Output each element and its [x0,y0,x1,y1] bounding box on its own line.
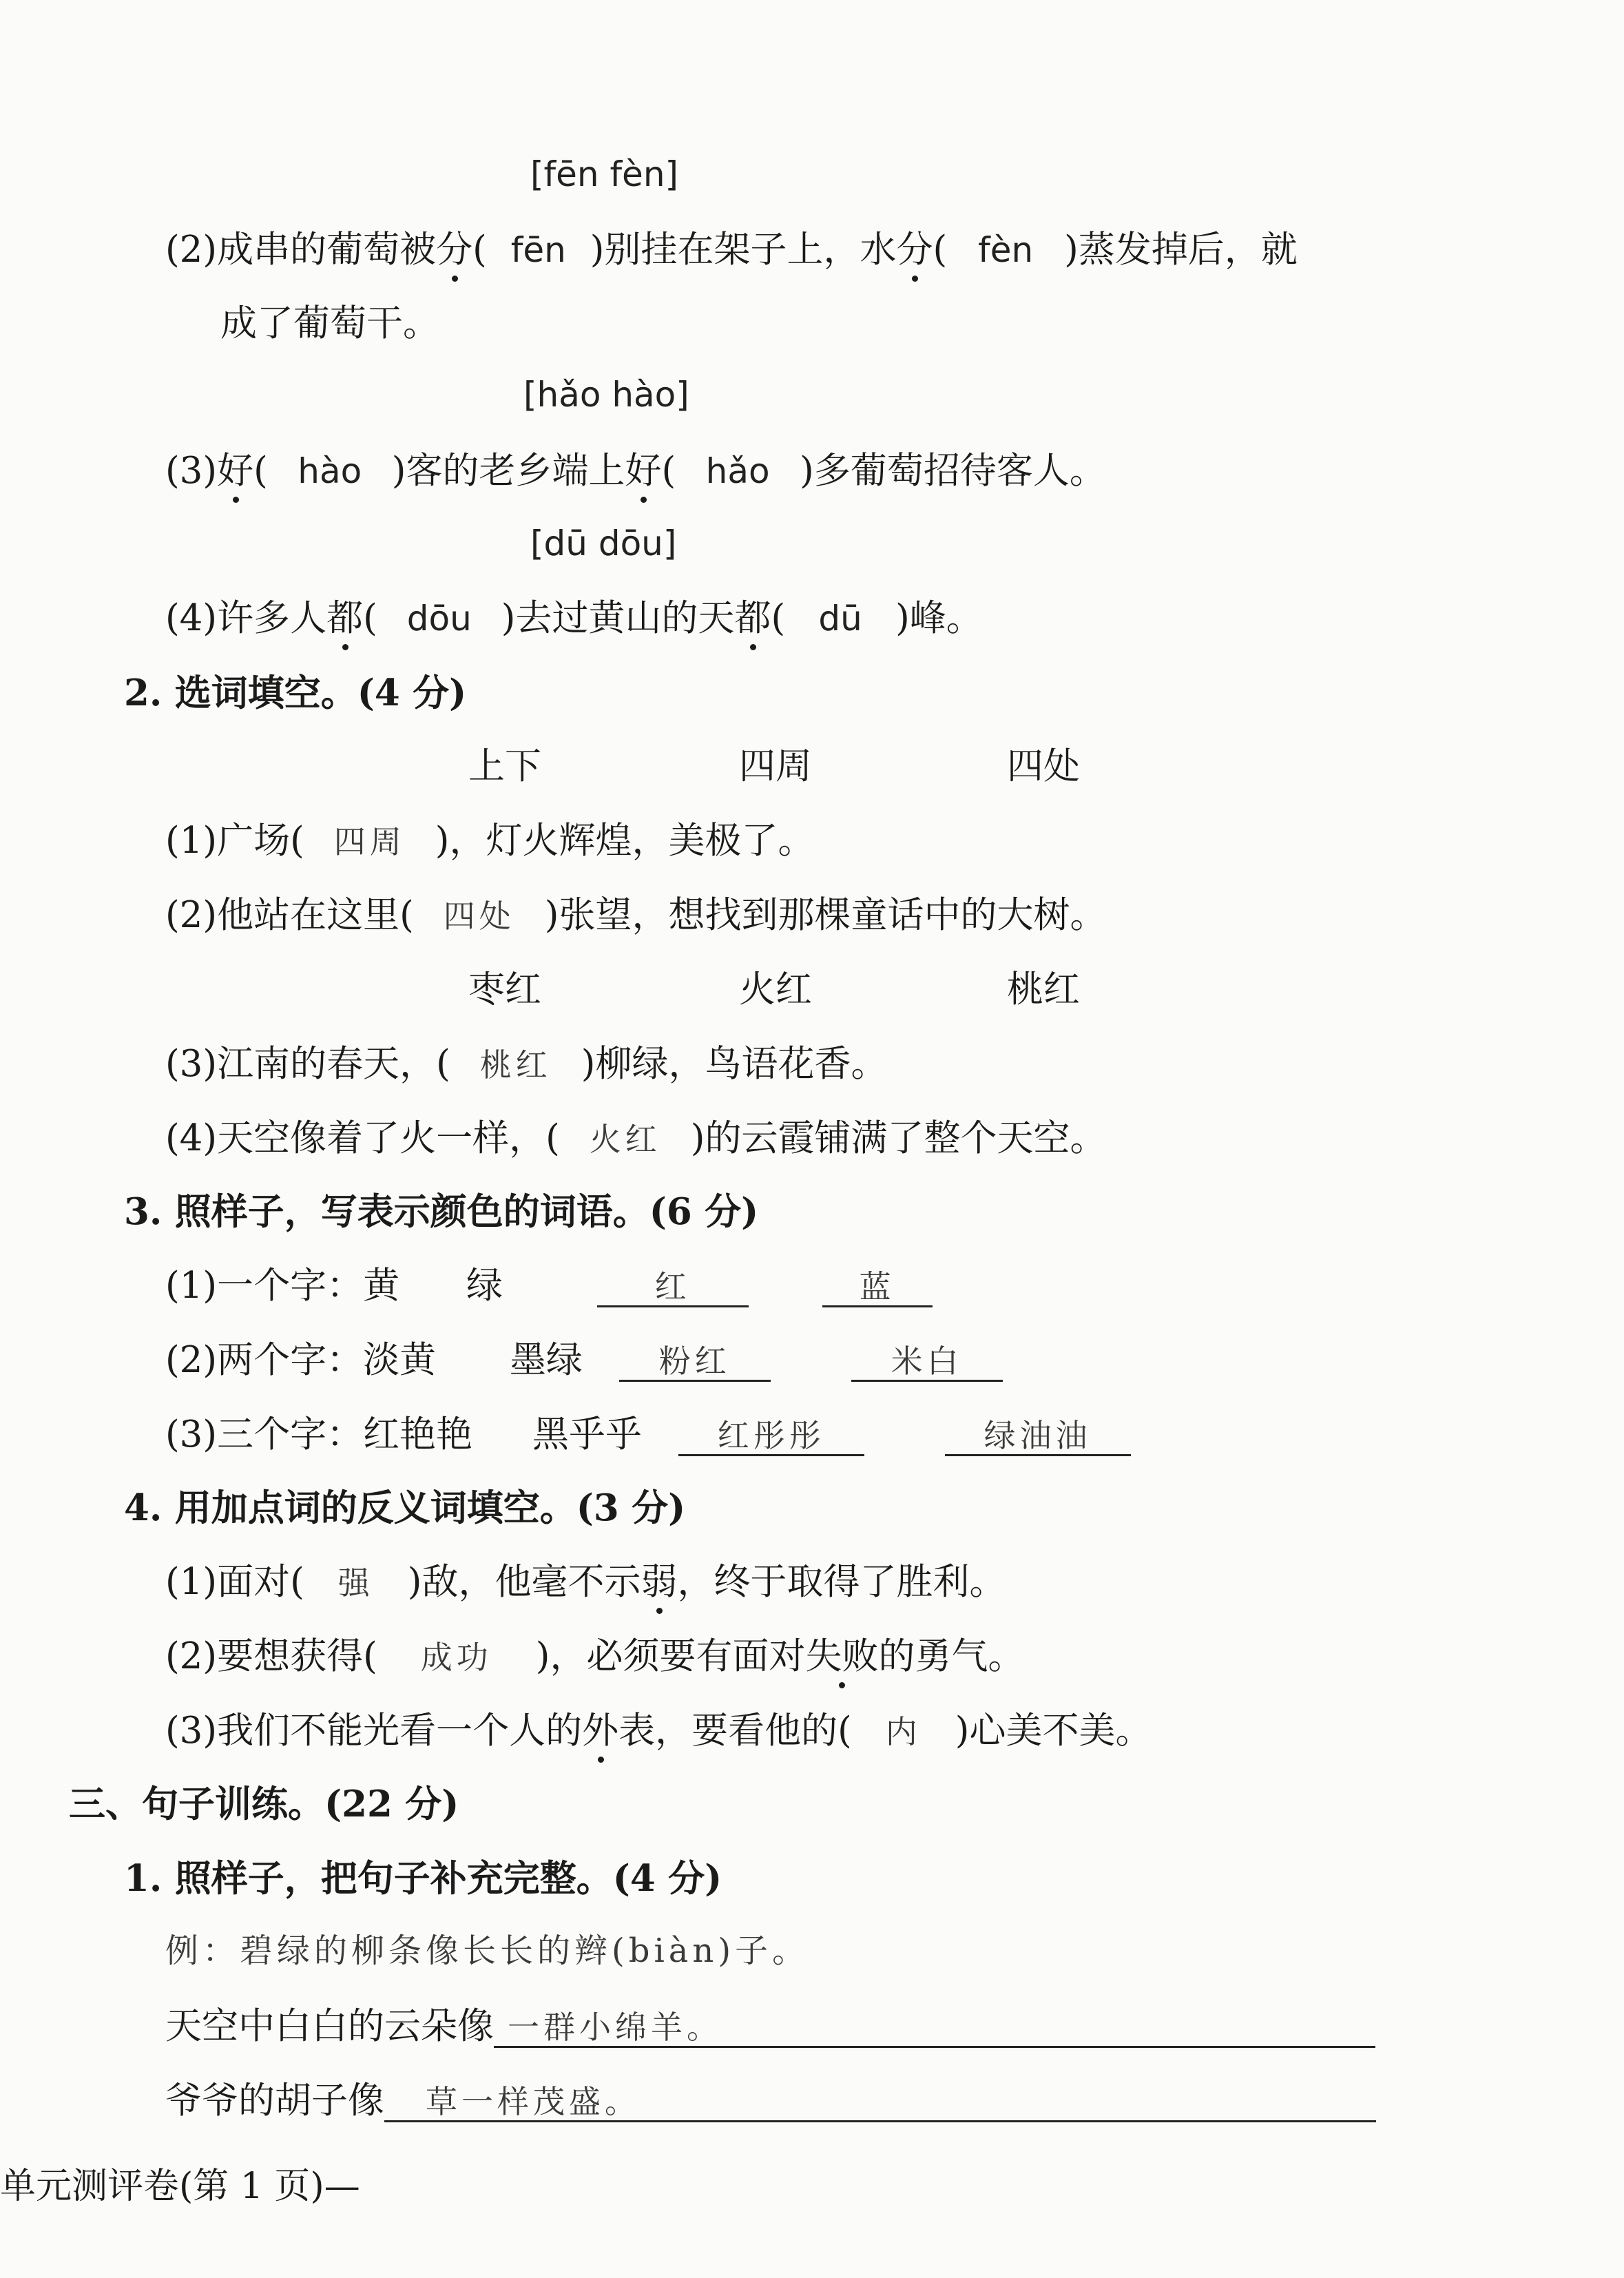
paren: ( [933,229,948,271]
word-bank [468,745,541,787]
pinyin-bracket: [dū dōu] [530,524,677,563]
dotted-char: 好 [217,450,254,492]
answer-text: 四处 [443,898,515,935]
word-option: 桃红 [1007,969,1080,1011]
item-text: )的云霞铺满了整个天空。 [690,1117,1107,1159]
question-item [165,1117,1107,1159]
dotted-char: 弱 [641,1561,678,1603]
word-option: 上下 [468,745,541,787]
example-word: 绿 [466,1265,503,1307]
color-row [165,1339,1003,1382]
answer-text: dū [818,599,862,639]
answer-blank: 草一样茂盛。 [384,2086,1376,2122]
answer-blank: 红彤彤 [678,1420,864,1456]
item-text: )敌，他毫不示 [407,1561,641,1603]
item-text: (3) [165,450,218,492]
item-text: (1)面对( [165,1561,304,1603]
dotted-char: 都 [326,597,364,639]
sentence-item [165,2005,1375,2048]
item-text: )峰。 [895,597,983,639]
item-text: (4)天空像着了火一样，( [165,1117,560,1159]
question-item [165,1561,1006,1603]
page-footer: 单元测评卷(第 1 页)— [0,2166,360,2207]
sentence-item [165,2082,1376,2122]
answer-text: 内 [885,1713,922,1750]
item-text: )，灯火辉煌，美极了。 [435,820,815,862]
question-item [165,820,815,862]
answer-text: hǎo [705,451,770,491]
paren: ( [253,450,268,492]
answer-text: 四周 [333,823,406,860]
color-row [165,1416,1131,1456]
item-text: )蒸发掉后，就 [1064,229,1298,271]
row-label: (1)一个字：黄 [165,1265,400,1307]
word-bank [739,745,812,787]
item-text: (1)广场( [165,820,304,862]
question-title: 2. 选词填空。(4 分) [124,672,467,714]
item-text: (2)他站在这里( [165,894,414,936]
question-item [165,1710,1152,1752]
item-text: )客的老乡端上 [391,450,625,492]
item-text: )，必须要有面对 [535,1635,806,1677]
dotted-char: 失败 [805,1635,879,1677]
item-text: )心美不美。 [955,1710,1152,1752]
answer-text: 强 [337,1564,374,1602]
answer-text: 火红 [589,1121,661,1158]
pinyin-bracket: [fēn fèn] [530,154,679,194]
example-sentence: 例：碧绿的柳条像长长的辫(biàn)子。 [165,1932,810,1970]
answer-blank: 米白 [851,1345,1003,1382]
item-text: )张望，想找到那棵童话中的大树。 [544,894,1107,936]
word-option: 枣红 [468,969,541,1011]
item-text: (3)江南的春天，( [165,1043,450,1085]
answer-text: dōu [406,599,472,639]
row-label: (2)两个字：淡黄 [165,1339,437,1381]
answer-text: hào [298,451,362,491]
question-title: 4. 用加点词的反义词填空。(3 分) [124,1487,686,1529]
paren: ( [363,597,377,639]
dotted-char: 分 [896,229,933,271]
dotted-char: 都 [734,597,771,639]
item-text: )多葡萄招待客人。 [800,450,1106,492]
row-label: (3)三个字：红艳艳 [165,1414,473,1456]
item-text: 天空中白白的云朵像 [165,2005,494,2047]
answer-blank: 粉红 [619,1345,771,1382]
answer-blank: 绿油油 [945,1420,1131,1456]
word-bank [1007,969,1080,1011]
word-option: 四处 [1007,745,1080,787]
pinyin-bracket: [hǎo hào] [523,375,689,415]
question-item [165,597,983,639]
item-text: )别挂在架子上，水 [590,229,897,271]
question-item [165,1635,1025,1677]
item-text: 表，要看他的( [618,1710,852,1752]
answer-text: 成功 [420,1639,492,1676]
dotted-char: 外 [582,1710,619,1752]
question-item [165,450,1106,492]
item-text: 的勇气。 [878,1635,1025,1677]
paren: ( [771,597,786,639]
paren: ( [661,450,676,492]
paren: ( [472,229,487,271]
color-row [165,1267,933,1307]
answer-text: fèn [978,230,1034,270]
item-continuation: 成了葡萄干。 [220,302,439,344]
item-text: (2)成串的葡萄被 [165,229,437,271]
answer-text: 桃红 [479,1046,552,1084]
question-item [165,894,1107,936]
item-text: ，终于取得了胜利。 [677,1561,1006,1603]
word-bank [1007,745,1080,787]
answer-text: fēn [510,230,566,270]
word-bank [468,969,541,1011]
example-word: 墨绿 [509,1339,583,1381]
word-bank [739,969,812,1011]
item-text: )去过黄山的天 [501,597,735,639]
section-title: 三、句子训练。(22 分) [69,1783,459,1825]
item-text: (4)许多人 [165,597,327,639]
example-word: 黑乎乎 [532,1414,642,1456]
question-title: 1. 照样子，把句子补充完整。(4 分) [124,1857,722,1900]
word-option: 四周 [739,745,812,787]
question-item [165,229,1298,271]
question-title: 3. 照样子，写表示颜色的词语。(6 分) [124,1190,759,1233]
question-item [165,1043,888,1085]
answer-blank: 蓝 [822,1271,933,1307]
dotted-char: 分 [436,229,473,271]
item-text: (2)要想获得( [165,1635,377,1677]
item-text: )柳绿，鸟语花香。 [581,1043,888,1085]
answer-blank: 红 [597,1271,749,1307]
word-option: 火红 [739,969,812,1011]
dotted-char: 好 [625,450,662,492]
item-text: 爷爷的胡子像 [165,2080,384,2122]
item-text: (3)我们不能光看一个人的 [165,1710,583,1752]
answer-blank: 一群小绵羊。 [494,2011,1375,2048]
